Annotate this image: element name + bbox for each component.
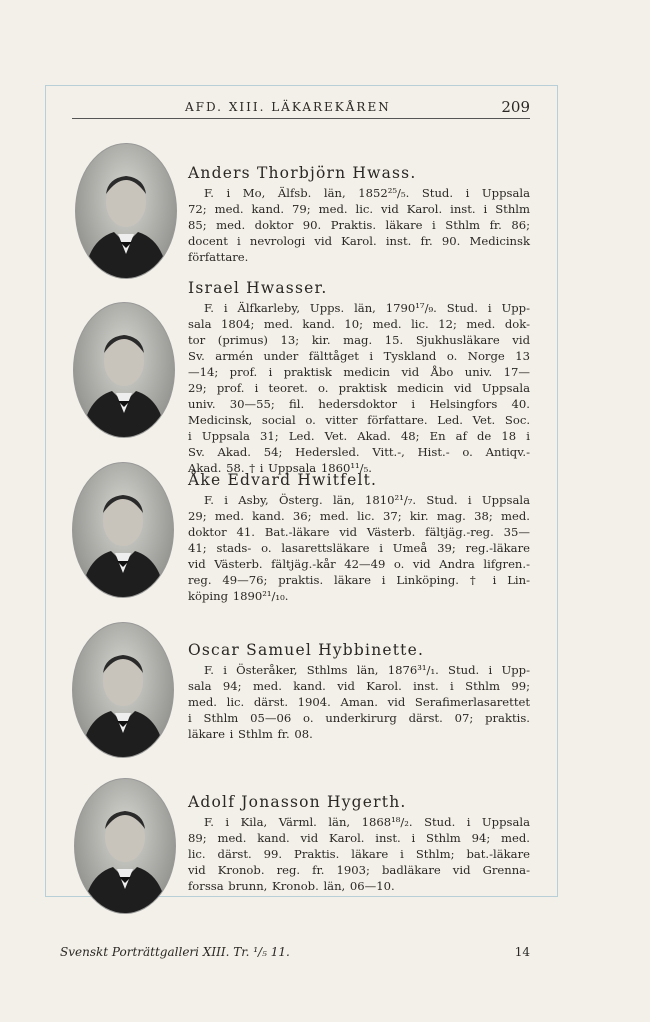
- biography-line: läkare i Sthlm fr. 08.: [188, 727, 313, 741]
- header-rule: [72, 118, 530, 119]
- biography-entry: [188, 471, 530, 604]
- person-name: Adolf Jonasson Hygerth.: [188, 793, 407, 811]
- biography-line: lic. därst. 99. Praktis. läkare i Sthlm; bat.-läkare: [188, 847, 530, 861]
- person-name: Israel Hwasser.: [188, 279, 328, 297]
- biography-line: —14; prof. i praktisk medicin vid Åbo univ. 17—: [188, 365, 530, 379]
- biography-line: 29; med. kand. 36; med. lic. 37; kir. mag. 38; med.: [188, 509, 530, 523]
- biography-line: vid Västerb. fältjäg.-kår 42—49 o. vid Andra lifgren.-: [188, 557, 530, 571]
- person-name: Oscar Samuel Hybbinette.: [188, 641, 425, 659]
- biography-line: Sv. Akad. 54; Hedersled. Vitt.-, Hist.- o. Antiqv.-: [188, 445, 530, 459]
- portrait-photo: [72, 462, 174, 598]
- biography-line: 29; prof. i teoret. o. praktisk medicin vid Uppsala: [188, 381, 530, 395]
- biography-line: med. lic. därst. 1904. Aman. vid Serafimerlasarettet: [188, 695, 530, 709]
- biography-line: F. i Älfkarleby, Upps. län, 1790¹⁷/₉. Stud. i Upp-: [204, 301, 530, 315]
- section-title: AFD. XIII. LÄKAREKÅREN: [185, 100, 391, 114]
- portrait-photo: [72, 622, 174, 758]
- biography-line: reg. 49—76; praktis. läkare i Linköping. † i Lin-: [188, 573, 530, 587]
- biography-line: författare.: [188, 250, 249, 264]
- biography-line: F. i Österåker, Sthlms län, 1876³¹/₁. Stud. i Upp-: [204, 663, 530, 677]
- biography-line: 89; med. kand. vid Karol. inst. i Sthlm 94; med.: [188, 831, 530, 845]
- biography-line: Medicinsk, social o. vitter författare. Led. Vet. Soc.: [188, 413, 530, 427]
- portrait-photo: [73, 302, 175, 438]
- running-header: [185, 100, 530, 114]
- person-name: Anders Thorbjörn Hwass.: [188, 164, 417, 182]
- biography-line: Akad. 58. † i Uppsala 1860¹¹/₅.: [188, 461, 372, 475]
- biography-line: F. i Mo, Älfsb. län, 1852²⁵/₅. Stud. i Uppsala: [204, 186, 530, 200]
- portrait-photo: [74, 778, 176, 914]
- biography-line: sala 1804; med. kand. 10; med. lic. 12; med. dok-: [188, 317, 530, 331]
- footer: [60, 945, 530, 959]
- biography-line: 41; stads- o. lasarettsläkare i Umeå 39; reg.-läkare: [188, 541, 530, 555]
- biography-entry: [188, 793, 530, 894]
- biography-entry: [188, 279, 530, 476]
- biography-entry: [188, 641, 530, 742]
- footer-source: Svenskt Porträttgalleri XIII. Tr. ¹/₅ 11.: [60, 945, 290, 959]
- biography-line: doktor 41. Bat.-läkare vid Västerb. fältjäg.-reg. 35—: [188, 525, 530, 539]
- biography-line: 72; med. kand. 79; med. lic. vid Karol. inst. i Sthlm: [188, 202, 530, 216]
- sheet-number: 14: [514, 945, 530, 959]
- biography-line: Sv. armén under fälttåget i Tyskland o. Norge 13: [188, 349, 530, 363]
- biography-line: i Sthlm 05—06 o. underkirurg därst. 07; praktis.: [188, 711, 530, 725]
- biography-line: univ. 30—55; fil. hedersdoktor i Helsingfors 40.: [188, 397, 530, 411]
- biography-line: 85; med. doktor 90. Praktis. läkare i Sthlm fr. 86;: [188, 218, 530, 232]
- biography-line: F. i Asby, Österg. län, 1810²¹/₇. Stud. i Uppsala: [204, 493, 530, 507]
- biography-line: F. i Kila, Värml. län, 1868¹⁸/₂. Stud. i Uppsala: [204, 815, 530, 829]
- biography-line: tor (primus) 13; kir. mag. 15. Sjukhusläkare vid: [188, 333, 530, 347]
- biography-line: forssa brunn, Kronob. län, 06—10.: [188, 879, 395, 893]
- person-name: Åke Edvard Hwitfelt.: [188, 471, 378, 489]
- portrait-photo: [75, 143, 177, 279]
- biography-line: köping 1890²¹/₁₀.: [188, 589, 289, 603]
- biography-line: vid Kronob. reg. fr. 1903; badläkare vid Grenna-: [188, 863, 530, 877]
- biography-line: sala 94; med. kand. vid Karol. inst. i Sthlm 99;: [188, 679, 530, 693]
- biography-line: i Uppsala 31; Led. Vet. Akad. 48; En af de 18 i: [188, 429, 530, 443]
- page-number: 209: [501, 98, 530, 116]
- biography-line: docent i nevrologi vid Karol. inst. fr. 90. Medicinsk: [188, 234, 530, 248]
- biography-entry: [188, 164, 530, 265]
